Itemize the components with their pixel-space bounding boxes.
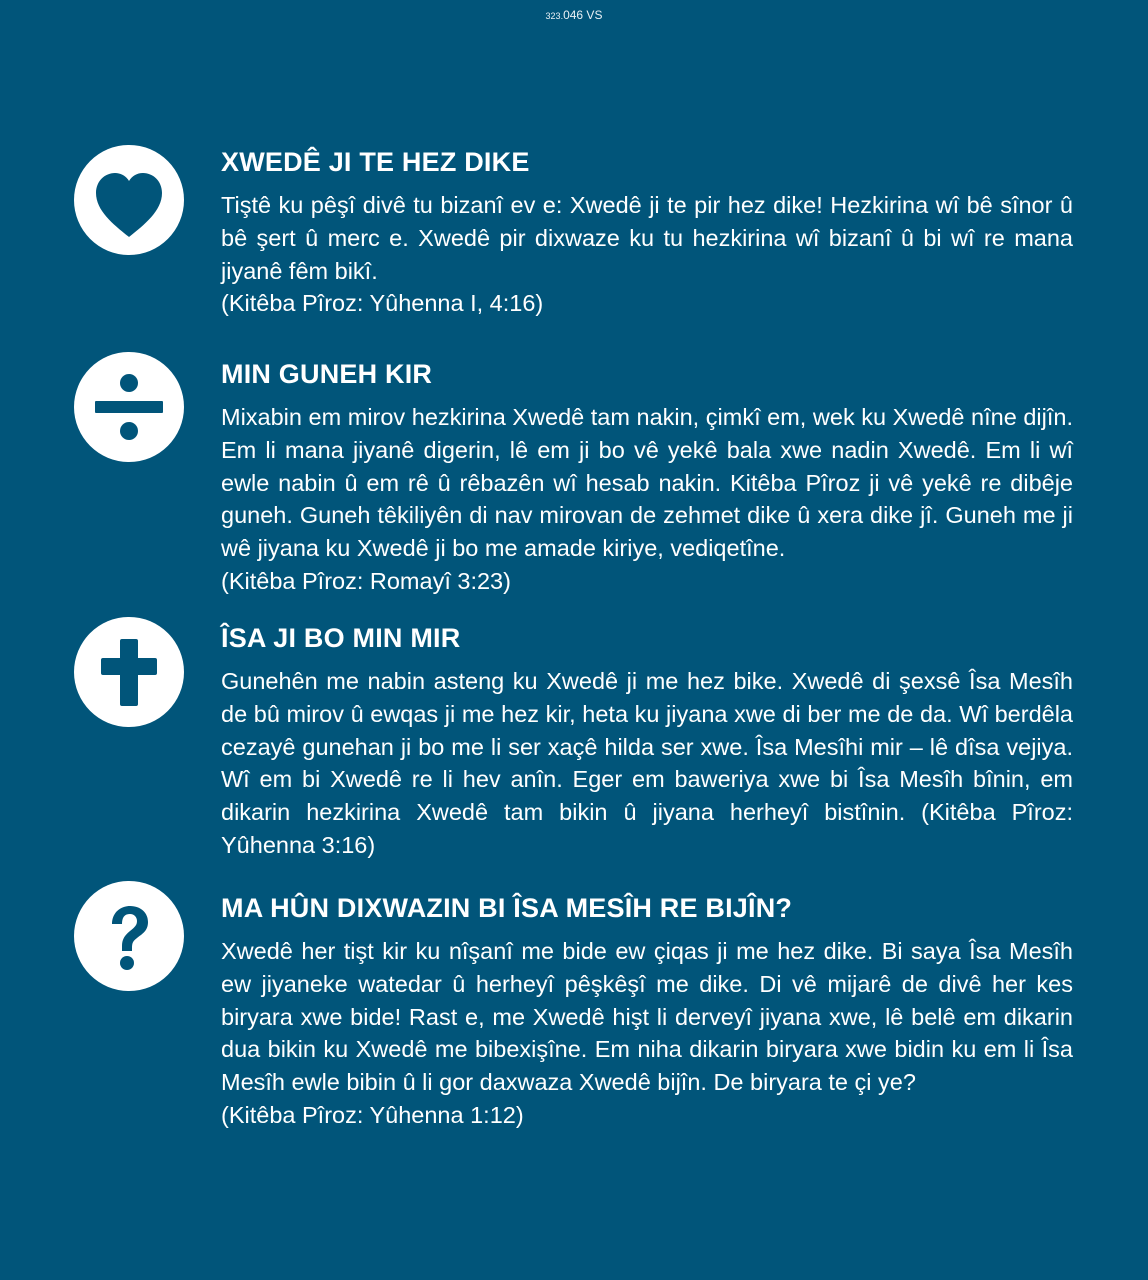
divide-icon: [74, 352, 184, 462]
section-text: Xwedê her tişt kir ku nîşanî me bide ew çiqas ji me hez dike. Bi saya Îsa Mesîh ew jiyaneke watedar û herheyî pêşkêşî me dike. Di vê mijarê de divê her kes biryara xwe bide! Rast e, me Xwedê hişt li derveyî jiyana xwe, lê belê em dikarin dua bikin ku Xwedê me bibexişîne. Em niha dikarin biryara xwe bidin ku em li Îsa Mesîh ewle bibin û li gor daxwaza Xwedê bijîn. De biryara te çi ye?: [221, 938, 1073, 1096]
section-reference: (Kitêba Pîroz: Yûhenna I, 4:16): [221, 290, 544, 317]
section-reference: (Kitêba Pîroz: Yûhenna 1:12): [221, 1101, 524, 1128]
section-content: [221, 893, 1073, 1132]
section-content: [221, 623, 1073, 862]
section-body: [221, 935, 1073, 1132]
section-body: [221, 189, 1073, 320]
section-content: [221, 359, 1073, 598]
section-content: [221, 147, 1073, 320]
page-code: [0, 8, 1148, 22]
section-heading: ÎSA JI BO MIN MIR: [221, 623, 461, 653]
section-body: [221, 665, 1073, 862]
section-text: Gunehên me nabin asteng ku Xwedê ji me hez bike. Xwedê di şexsê Îsa Mesîh de bû mirov û ewqas ji me hez kir, heta ku jiyana xwe di ber me de da. Wî berdêla cezayê gunehan ji bo me li ser xaçê hilda ser xwe. Îsa Mesîhi mir – lê dîsa vejiya. Wî em bi Xwedê re li hev anîn. Eger em baweriya xwe bi Îsa Mesîh bînin, em dikarin hezkirina Xwedê tam bikin û jiyana herheyî bistînin. (Kitêba Pîroz: Yûhenna 3:16): [221, 668, 1073, 858]
section-text: Mixabin em mirov hezkirina Xwedê tam nakin, çimkî em, wek ku Xwedê nîne dijîn. Em li mana jiyanê digerin, lê em ji bo vê yekê bala xwe nadin Xwedê. Em li wî ewle nabin û em rê û rêbazên wî hesab nakin. Kitêba Pîroz ji vê yekê re dibêje guneh. Guneh têkiliyên di nav mirovan de zehmet dike û xera dike jî. Guneh me ji wê jiyana ku Xwedê ji bo me amade kiriye, vediqetîne.: [221, 404, 1073, 562]
section-reference: (Kitêba Pîroz: Romayî 3:23): [221, 567, 511, 594]
section-heading: MA HÛN DIXWAZIN BI ÎSA MESÎH RE BIJÎN?: [221, 893, 793, 923]
section-heading: MIN GUNEH KIR: [221, 359, 433, 389]
section-text: Tiştê ku pêşî divê tu bizanî ev e: Xwedê ji te pir hez dike! Hezkirina wî bê sînor û bê şert û merc e. Xwedê pir dixwaze ku tu hezkirina wî bizanî û bi wî re mana jiyanê fêm bikî.: [221, 192, 1073, 284]
question-mark-icon: [74, 881, 184, 991]
section-body: [221, 401, 1073, 598]
cross-icon: [74, 617, 184, 727]
page-code-prefix: 323.: [545, 11, 564, 21]
page-code-suffix: 046 VS: [563, 8, 603, 22]
section-heading: XWEDÊ JI TE HEZ DIKE: [221, 147, 530, 177]
heart-icon: [74, 145, 184, 255]
